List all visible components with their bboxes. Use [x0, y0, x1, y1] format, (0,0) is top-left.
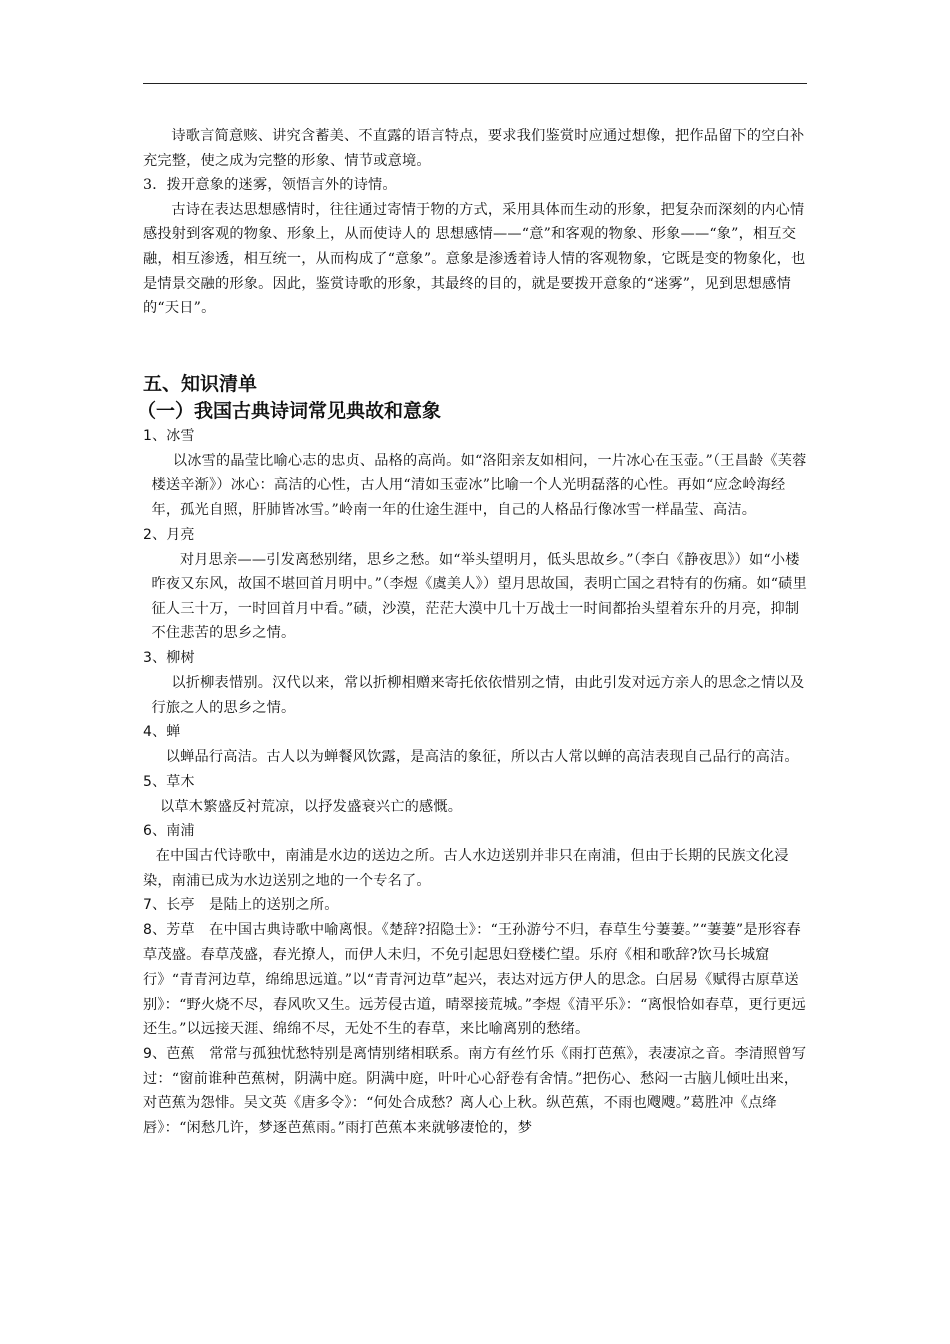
- item-heading: 7、长亭: [143, 897, 195, 914]
- item-body: 以冰雪的晶莹比喻心志的忠贞、品格的高尚。如“洛阳亲友如相问，一片冰心在玉壶。”（王昌龄《芙蓉楼送辛渐》）冰心：高洁的心性，古人用“清如玉壶冰”比喻一个人光明磊落的心性。再如“应念岭海经年，孤光自照，肝肺皆冰雪。”岭南一年的仕途生涯中，自己的人格品行像冰雪一样晶莹、高洁。: [151, 452, 807, 518]
- item-body: 在中国古代诗歌中，南浦是水边的送边之所。古人水边送别并非只在南浦，但由于长期的民族文化浸染，南浦已成为水边送别之地的一个专名了。: [143, 848, 789, 889]
- item-heading: 8、芳草: [143, 922, 195, 939]
- item-body: 对月思亲——引发离愁别绪，思乡之愁。如“举头望明月，低头思故乡。”（李白《静夜思》）如“小楼昨夜又东风，故国不堪回首月明中。”（李煜《虞美人》）望月思故国，表明亡国之君特有的伤痛。如“碛里征人三十万，一时回首月中看。”碛，沙漠，茫茫大漠中几十万战士一时间都抬头望着东升的月亮，抑制不住悲苦的思乡之情。: [151, 551, 807, 642]
- item-body: 以草木繁盛反衬荒凉，以抒发盛衰兴亡的感慨。: [160, 798, 463, 815]
- item-heading: 9、芭蕉: [143, 1045, 195, 1062]
- item-heading: 2、月亮: [143, 526, 195, 543]
- item-body: 以折柳表惜别。汉代以来，常以折柳相赠来寄托依依惜别之情，由此引发对远方亲人的思念之情以及行旅之人的思乡之情。: [151, 674, 805, 716]
- item-body: 常常与孤独忧愁特别是离情别绪相联系。南方有丝竹乐《雨打芭蕉》，表凄凉之音。李清照曾写过：“窗前谁种芭蕉树，阴满中庭。阴满中庭，叶叶心心舒卷有舍情。”把伤心、愁闷一古脑儿倾吐出来，对芭蕉为怨悱。吴文英《唐多令》：“何处合成愁？离人心上秋。纵芭蕉，不雨也飕飕。”葛胜冲《点绛唇》：“闲愁几许，梦逐芭蕉雨。”雨打芭蕉本来就够凄怆的，梦: [143, 1045, 807, 1137]
- item-heading: 1、冰雪: [143, 427, 195, 444]
- inline-item: [143, 918, 807, 1041]
- header-rule: [143, 83, 807, 84]
- item-body: 是陆上的送别之所。: [209, 897, 339, 914]
- inline-item: [143, 1042, 807, 1141]
- item-heading: 3、柳树: [143, 649, 195, 666]
- item-body: 以蝉品行高洁。古人以为蝉餐风饮露，是高洁的象征，所以古人常以蝉的高洁表现自己品行的高洁。: [165, 749, 799, 766]
- item-heading: 4、蝉: [143, 724, 181, 741]
- item-body: 在中国古典诗歌中喻离恨。《楚辞?招隐士》：“王孙游兮不归，春草生兮萋萋。”“萋萋”是形容春草茂盛。春草茂盛，春光撩人，而伊人未归，不免引起思妇登楼伫望。乐府《相和歌辞?饮马长城窟行》“青青河边草，绵绵思远道。”以“青青河边草”起兴，表达对远方伊人的思念。白居易《赋得古原草送别》：“野火烧不尽，春风吹又生。远芳侵古道，晴翠接荒城。”李煜《清平乐》：“离恨恰如春草，更行更远还生。”以远接天涯、绵绵不尽，无处不生的春草，来比喻离别的愁绪。: [143, 922, 806, 1038]
- section-title: 五、知识清单: [143, 372, 258, 395]
- item-heading: 6、南浦: [143, 823, 195, 840]
- section-spacer: [143, 321, 807, 371]
- intro-paragraph-imagery: 古诗在表达思想感情时，往往通过寄情于物的方式，采用具体而生动的形象，把复杂而深刻的内心情感投射到客观的物象、形象上，从而使诗人的 思想感情——“意”和客观的物象、形象——“象”，相互交融，相互渗透，相互统一，从而构成了“意象”。意象是渗透着诗人情的客观物象，它既是变的物象化，也是情景交融的形象。因此，鉴赏诗歌的形象，其最终的目的，就是要拨开意象的“迷雾”，见到思想感情的“天日”。: [143, 201, 806, 317]
- item-heading: 5、草木: [143, 773, 195, 790]
- document-body: [137, 124, 807, 1141]
- section-subtitle: （一）我国古典诗词常见典故和意象: [137, 399, 442, 422]
- intro-paragraph: 诗歌言简意赅、讲究含蓄美、不直露的语言特点，要求我们鉴赏时应通过想像，把作品留下的空白补充完整，使之成为完整的形象、情节或意境。: [143, 128, 805, 169]
- inline-item: [143, 893, 807, 918]
- intro-subheading: 3．拨开意象的迷雾，领悟言外的诗情。: [143, 177, 397, 194]
